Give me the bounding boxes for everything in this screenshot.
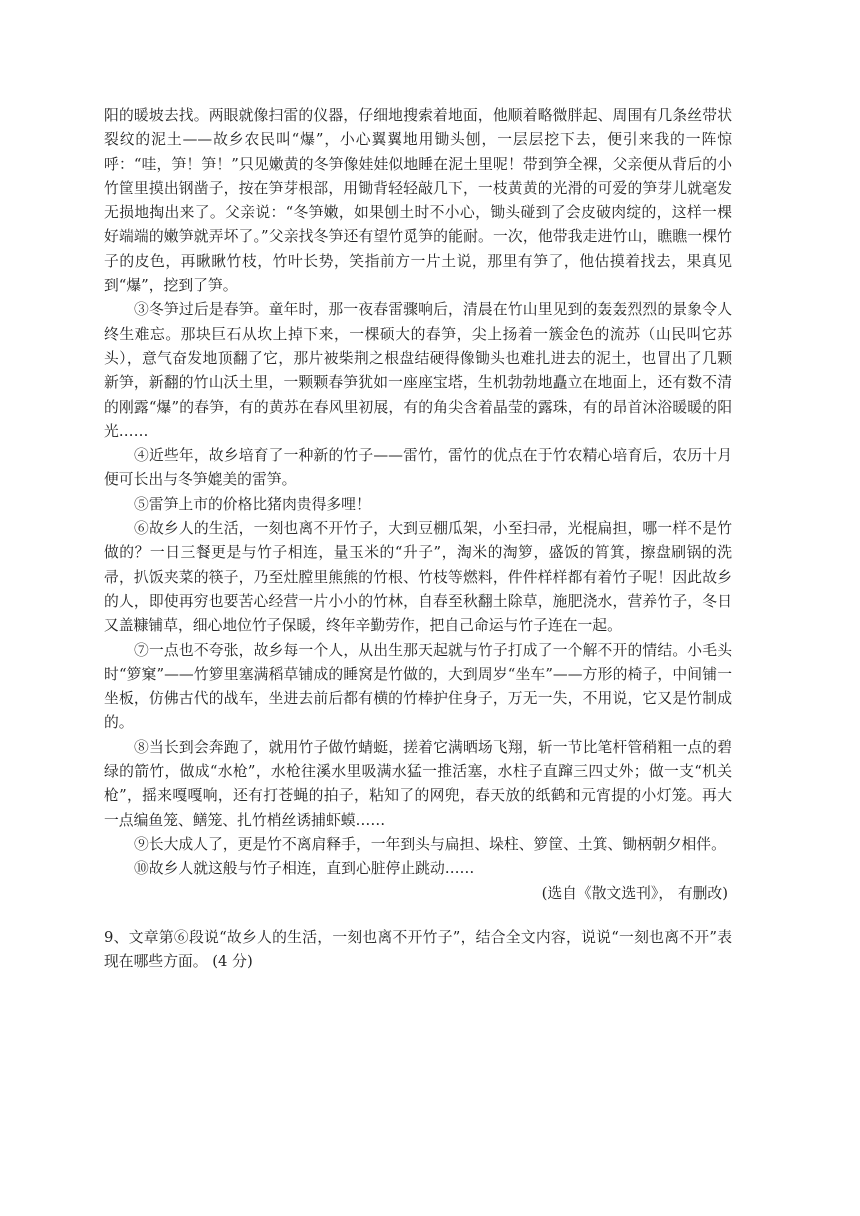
paragraph-continuation: 阳的暖坡去找。两眼就像扫雷的仪器，仔细地搜索着地面，他顺着略微胖起、周围有几条丝带状裂纹的泥土——故乡农民叫“爆”，小心翼翼地用锄头刨，一层层挖下去，便引来我的一阵惊呼：“哇，笋！笋！”只见嫩黄的冬笋像娃娃似地睡在泥土里呢！带到笋全裸，父亲便从背后的小竹筐里摸出钢凿子，按在笋芽根部，用锄背轻轻敲几下，一枝黄黄的光滑的可爱的笋芽儿就毫发无损地掏出来了。父亲说：“冬笋嫩，如果刨土时不小心，锄头碰到了会皮破肉绽的，这样一棵好端端的嫩笋就弄坏了。”父亲找冬笋还有望竹觅笋的能耐。一次，他带我走进竹山，瞧瞧一棵竹子的皮色，再瞅瞅竹枝，竹叶长势，笑指前方一片土说，那里有笋了，他估摸着找去，果真见到“爆”，挖到了笋。 — [104, 107, 732, 295]
paragraph-6: ⑥故乡人的生活，一刻也离不开竹子，大到豆棚瓜架，小至扫帚，光棍扁担，哪一样不是竹做的？一日三餐更是与竹子相连，量玉米的“升子”，淘米的淘箩，盛饭的筲箕，擦盘刷锅的洗帚，扒饭夹菜的筷子，乃至灶膛里熊熊的竹根、竹枝等燃料，件件样样都有着竹子呢！因此故乡的人，即使再穷也要苦心经营一片小小的竹林，自春至秋翻土除草，施肥浇水，营养竹子，冬日又盖糠铺草，细心地位竹子保暖，终年辛勤劳作，把自己命运与竹子连在一起。 — [104, 520, 732, 635]
paragraph-9: ⑨长大成人了，更是竹不离肩释手，一年到头与扁担、垛柱、箩筐、土箕、锄柄朝夕相伴。 — [134, 835, 726, 853]
paragraph-4: ④近些年，故乡培育了一种新的竹子——雷竹，雷竹的优点在于竹农精心培育后，农历十月便可长出与冬笋媲美的雷笋。 — [104, 447, 732, 489]
paragraph-5: ⑤雷笋上市的价格比猪肉贵得多哩！ — [134, 495, 371, 513]
paragraph-8: ⑧当长到会奔跑了，就用竹子做竹蜻蜓，搓着它满晒场飞翔，斩一节比笔杆管稍粗一点的碧绿的箭竹，做成“水枪”，水枪往溪水里吸满水猛一推活塞，水柱子直蹿三四丈外；做一支“机关枪”，摇来嘎嘎响，还有打苍蝇的拍子，粘知了的网兜，春天放的纸鹤和元宵提的小灯笼。再大一点编鱼笼、鳝笼、扎竹梢丝诱捕虾蟆…… — [104, 738, 732, 829]
paragraph-3: ③冬笋过后是春笋。童年时，那一夜春雷骤响后，清晨在竹山里见到的轰轰烈烈的景象令人终生难忘。那块巨石从坎上掉下来，一棵硕大的春笋，尖上扬着一簇金色的流苏（山民叫它苏头），意气奋发地顶翻了它，那片被柴荆之根盘结硬得像锄头也难扎进去的泥土，也冒出了几颗新笋，新翻的竹山沃土里，一颗颗春笋犹如一座座宝塔，生机勃勃地矗立在地面上，还有数不清的刚露“爆”的春笋，有的黄苏在春风里初展，有的角尖含着晶莹的露珠，有的昂首沐浴暖暖的阳光…… — [104, 301, 732, 440]
paragraph-10: ⑩故乡人就这般与竹子相连，直到心脏停止跳动…… — [134, 860, 475, 878]
question-9: 9、文章第⑥段说“故乡人的生活，一刻也离不开竹子”，结合全文内容，说说“一刻也离不开”表现在哪些方面。 (4 分) — [104, 928, 732, 971]
source-citation: (选自《散文选刊》， 有删改) — [541, 884, 728, 902]
paragraph-7: ⑦一点也不夸张，故乡每一个人，从出生那天起就与竹子打成了一个解不开的情结。小毛头时“箩窠”——竹箩里塞满稻草铺成的睡窝是竹做的，大到周岁“坐车”——方形的椅子，中间铺一坐板，仿佛古代的战车，坐进去前后都有横的竹棒护住身子，万无一失，不用说，它又是竹制成的。 — [104, 641, 732, 732]
passage-body — [104, 104, 732, 974]
